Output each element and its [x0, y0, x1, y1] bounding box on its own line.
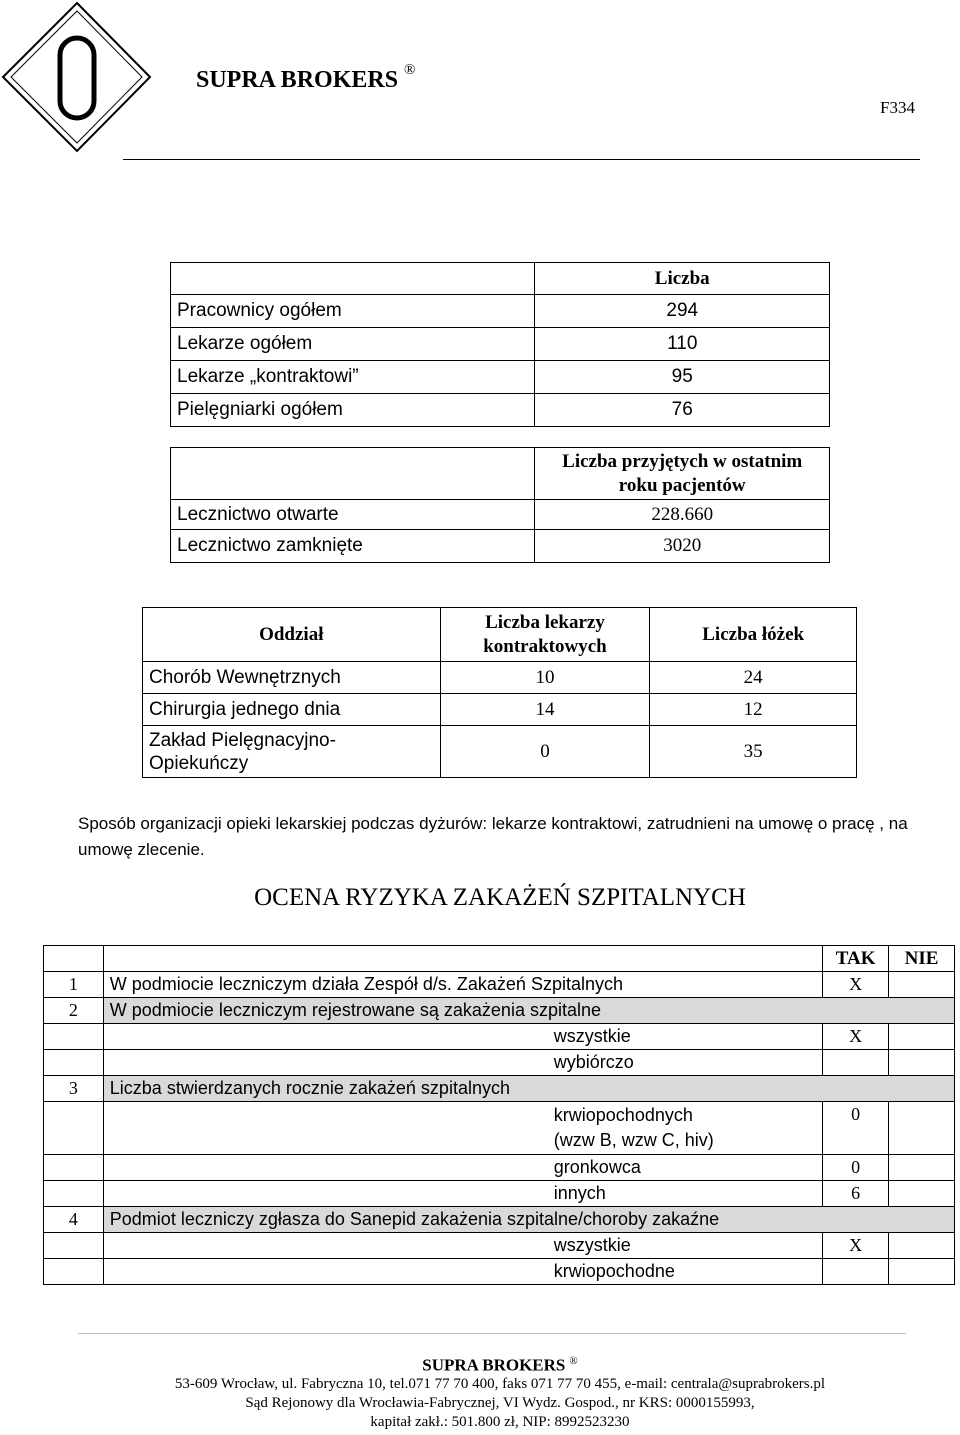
- ward-doctors: 10: [440, 662, 650, 694]
- yes-cell: [823, 1050, 889, 1076]
- table-row: [44, 1102, 955, 1155]
- empty-cell: [44, 1259, 104, 1285]
- table-row: [171, 328, 830, 361]
- brand-text: SUPRA BROKERS: [196, 67, 399, 93]
- yes-cell: 6: [823, 1181, 889, 1207]
- table-row: [143, 726, 857, 778]
- table-row: [44, 1155, 955, 1181]
- option-label: wybiórczo: [103, 1050, 822, 1076]
- admissions-label: Lecznictwo otwarte: [171, 500, 535, 530]
- ward-name: Chorób Wewnętrznych: [143, 662, 441, 694]
- risk-text-header: [103, 946, 822, 972]
- no-cell: [889, 1024, 955, 1050]
- ward-name-line2: Opiekuńczy: [149, 752, 249, 774]
- empty-cell: [44, 1050, 104, 1076]
- table-row: [44, 1259, 955, 1285]
- no-cell: [889, 1155, 955, 1181]
- ward-name: [143, 726, 441, 778]
- ward-beds: 12: [650, 694, 857, 726]
- admissions-value: 228.660: [535, 500, 830, 530]
- table-row: [44, 1076, 955, 1102]
- staff-value: 294: [535, 295, 830, 328]
- question-number: 4: [44, 1207, 104, 1233]
- no-cell: [889, 972, 955, 998]
- yes-cell: X: [823, 972, 889, 998]
- table-row: [44, 1024, 955, 1050]
- footer-brand: [0, 1352, 960, 1375]
- option-label-line2: (wzw B, wzw C, hiv): [553, 1130, 714, 1150]
- ward-header: Oddział: [143, 608, 441, 662]
- no-cell: [889, 1102, 955, 1155]
- table-row: [44, 1207, 955, 1233]
- ward-name-line1: Zakład Pielęgnacyjno-: [149, 729, 336, 751]
- table-row: [171, 295, 830, 328]
- yes-cell: 0: [823, 1155, 889, 1181]
- ward-name: Chirurgia jednego dnia: [143, 694, 441, 726]
- registered-mark: ®: [404, 62, 416, 78]
- doctors-header-line2: kontraktowych: [483, 635, 607, 657]
- yes-cell: X: [823, 1233, 889, 1259]
- question-number: 2: [44, 998, 104, 1024]
- staff-value: 76: [535, 394, 830, 427]
- option-label: wszystkie: [103, 1024, 822, 1050]
- doctors-header-line1: Liczba lekarzy: [485, 611, 605, 633]
- admissions-header-empty: [171, 448, 535, 500]
- table-row: [143, 694, 857, 726]
- staff-label: Lekarze „kontraktowi”: [171, 361, 535, 394]
- question-text: Liczba stwierdzanych rocznie zakażeń szpitalnych: [103, 1076, 954, 1102]
- no-cell: [889, 1259, 955, 1285]
- footer-brand-text: SUPRA BROKERS: [422, 1355, 566, 1375]
- table-row: [44, 1233, 955, 1259]
- doctors-header: [440, 608, 650, 662]
- footer-registered-mark: ®: [569, 1355, 578, 1367]
- option-label: gronkowca: [103, 1155, 822, 1181]
- option-label: krwiopochodne: [103, 1259, 822, 1285]
- yes-header: TAK: [823, 946, 889, 972]
- brand-name: [196, 62, 416, 94]
- admissions-value: 3020: [535, 530, 830, 563]
- no-cell: [889, 1233, 955, 1259]
- empty-cell: [44, 1233, 104, 1259]
- footer-capital: kapitał zakł.: 501.800 zł, NIP: 8992523230: [370, 1413, 630, 1430]
- section-title: OCENA RYZYKA ZAKAŻEŃ SZPITALNYCH: [254, 884, 746, 911]
- staff-header-count: Liczba: [535, 263, 830, 295]
- document-number: F334: [880, 98, 915, 117]
- footer-registry: Sąd Rejonowy dla Wrocławia-Fabrycznej, VI Wydz. Gospod., nr KRS: 0000155993,: [245, 1394, 755, 1411]
- no-header: NIE: [889, 946, 955, 972]
- no-cell: [889, 1181, 955, 1207]
- staff-value: 110: [535, 328, 830, 361]
- staff-header-empty: [171, 263, 535, 295]
- option-label: [103, 1102, 822, 1155]
- admissions-header: [535, 448, 830, 500]
- table-row: [44, 1181, 955, 1207]
- admissions-label: Lecznictwo zamknięte: [171, 530, 535, 563]
- empty-cell: [44, 1024, 104, 1050]
- table-row: [44, 972, 955, 998]
- footer-address: 53-609 Wrocław, ul. Fabryczna 10, tel.071 77 70 400, faks 071 77 70 455, e-mail: centrala@suprabrokers.pl: [174, 1375, 826, 1392]
- question-text: W podmiocie leczniczym działa Zespół d/s. Zakażeń Szpitalnych: [103, 972, 822, 998]
- option-label: wszystkie: [103, 1233, 822, 1259]
- header-rule: [123, 159, 920, 160]
- staff-value: 95: [535, 361, 830, 394]
- ward-beds: 24: [650, 662, 857, 694]
- ward-doctors: 0: [440, 726, 650, 778]
- option-label-line1: krwiopochodnych: [553, 1105, 693, 1125]
- yes-cell: 0: [823, 1102, 889, 1155]
- table-row: [171, 530, 830, 563]
- admissions-header-line2: roku pacjentów: [618, 474, 746, 496]
- empty-cell: [44, 1102, 104, 1155]
- wards-table: [142, 607, 857, 778]
- question-text: W podmiocie leczniczym rejestrowane są zakażenia szpitalne: [103, 998, 954, 1024]
- empty-cell: [44, 1155, 104, 1181]
- table-row: [44, 1050, 955, 1076]
- organization-paragraph: Sposób organizacji opieki lekarskiej podczas dyżurów: lekarze kontraktowi, zatrudnieni na umowę o pracę , na umowę zlecenie.: [78, 814, 908, 859]
- empty-cell: [44, 1181, 104, 1207]
- table-row: [171, 394, 830, 427]
- staff-table: [170, 262, 830, 427]
- no-cell: [889, 1050, 955, 1076]
- risk-num-header: [44, 946, 104, 972]
- option-label: innych: [103, 1181, 822, 1207]
- table-row: [171, 361, 830, 394]
- table-row: [44, 998, 955, 1024]
- beds-header: Liczba łóżek: [650, 608, 857, 662]
- table-row: [171, 500, 830, 530]
- ward-beds: 35: [650, 726, 857, 778]
- question-text: Podmiot leczniczy zgłasza do Sanepid zakażenia szpitalne/choroby zakaźne: [103, 1207, 954, 1233]
- admissions-header-line1: Liczba przyjętych w ostatnim: [562, 450, 803, 472]
- risk-table: [43, 945, 955, 1285]
- question-number: 3: [44, 1076, 104, 1102]
- ward-doctors: 14: [440, 694, 650, 726]
- yes-cell: X: [823, 1024, 889, 1050]
- staff-label: Pracownicy ogółem: [171, 295, 535, 328]
- yes-cell: [823, 1259, 889, 1285]
- staff-label: Lekarze ogółem: [171, 328, 535, 361]
- staff-label: Pielęgniarki ogółem: [171, 394, 535, 427]
- admissions-table: [170, 447, 830, 563]
- footer-rule: [78, 1333, 906, 1334]
- footer: [0, 1352, 960, 1432]
- question-number: 1: [44, 972, 104, 998]
- table-row: [143, 662, 857, 694]
- supra-brokers-logo-icon: [0, 0, 190, 160]
